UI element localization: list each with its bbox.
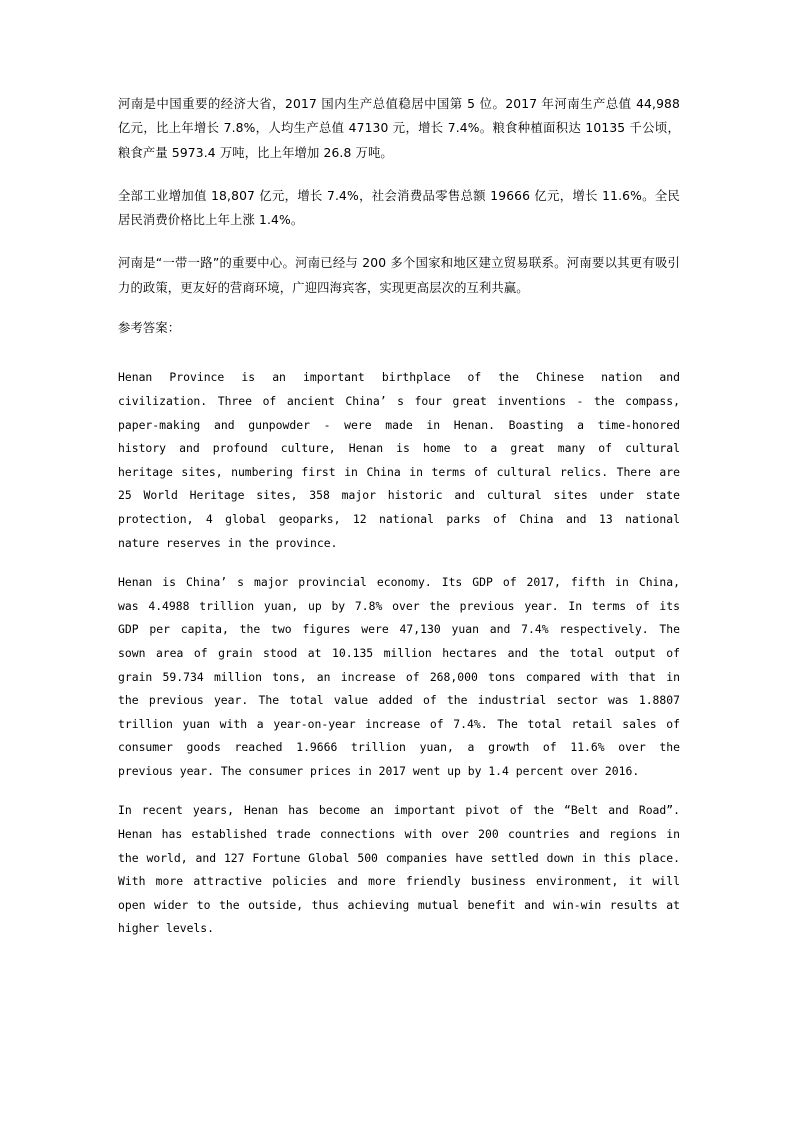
text-line: higher levels.: [118, 921, 215, 936]
text-line: trillion yuan with a year-on-year increase of 7.4%. The total retail sales of: [118, 716, 680, 731]
text-line: 25 World Heritage sites, 358 major historic and cultural sites under state: [118, 488, 680, 503]
text-line: the previous year. The total value added of the industrial sector was 1.8807: [118, 693, 680, 708]
source-paragraph-1: 河南是中国重要的经济大省，2017 国内生产总值稳居中国第 5 位。2017 年河南生产总值 44,988 亿元，比上年增长 7.8%，人均生产总值 47130 元，增长 7.4%。粮食种植面积达 10135 千公顷，粮食产量 5973.4 万吨，比上年增加 26.8 万吨。: [118, 97, 680, 160]
text-line: grain 59.734 million tons, an increase of 268,000 tons compared with that in: [118, 669, 680, 684]
answer-paragraph-1: [118, 366, 680, 555]
text-line: Henan has established trade connections with over 200 countries and regions in: [118, 827, 680, 842]
text-line: With more attractive policies and more friendly business environment, it will: [118, 874, 680, 889]
answer-paragraph-2: [118, 571, 680, 783]
document-content: [118, 92, 680, 941]
text-line: open wider to the outside, thus achieving mutual benefit and win-win results at: [118, 897, 680, 912]
text-line: Henan Province is an important birthplace of the Chinese nation and: [118, 370, 680, 385]
text-line: previous year. The consumer prices in 2017 went up by 1.4 percent over 2016.: [118, 763, 640, 778]
source-paragraph-2: 全部工业增加值 18,807 亿元，增长 7.4%，社会消费品零售总额 19666 亿元，增长 11.6%。全民居民消费价格比上年上涨 1.4%。: [118, 188, 680, 228]
text-line: consumer goods reached 1.9666 trillion yuan, a growth of 11.6% over the: [118, 740, 680, 755]
text-line: was 4.4988 trillion yuan, up by 7.8% over the previous year. In terms of its: [118, 598, 680, 613]
reference-answer-heading: 参考答案：: [118, 321, 181, 336]
text-line: sown area of grain stood at 10.135 million hectares and the total output of: [118, 645, 680, 660]
text-line: Henan is China’ s major provincial economy. Its GDP of 2017, fifth in China,: [118, 575, 680, 590]
source-paragraph-3: 河南是“一带一路”的重要中心。河南已经与 200 多个国家和地区建立贸易联系。河南要以其更有吸引力的政策，更友好的营商环境，广迎四海宾客，实现更高层次的互利共赢。: [118, 256, 680, 295]
text-line: In recent years, Henan has become an important pivot of the “Belt and Road”.: [118, 803, 680, 818]
text-line: heritage sites, numbering first in China in terms of cultural relics. There are: [118, 464, 680, 479]
text-line: nature reserves in the province.: [118, 535, 338, 550]
answer-paragraph-3: [118, 799, 680, 941]
text-line: GDP per capita, the two figures were 47,130 yuan and 7.4% respectively. The: [118, 622, 680, 637]
text-line: civilization. Three of ancient China’ s four great inventions - the compass,: [118, 393, 680, 408]
text-line: paper-making and gunpowder - were made in Henan. Boasting a time-honored: [118, 417, 680, 432]
text-line: the world, and 127 Fortune Global 500 companies have settled down in this place.: [118, 850, 680, 865]
text-line: protection, 4 global geoparks, 12 national parks of China and 13 national: [118, 511, 680, 526]
text-line: history and profound culture, Henan is home to a great many of cultural: [118, 441, 680, 456]
